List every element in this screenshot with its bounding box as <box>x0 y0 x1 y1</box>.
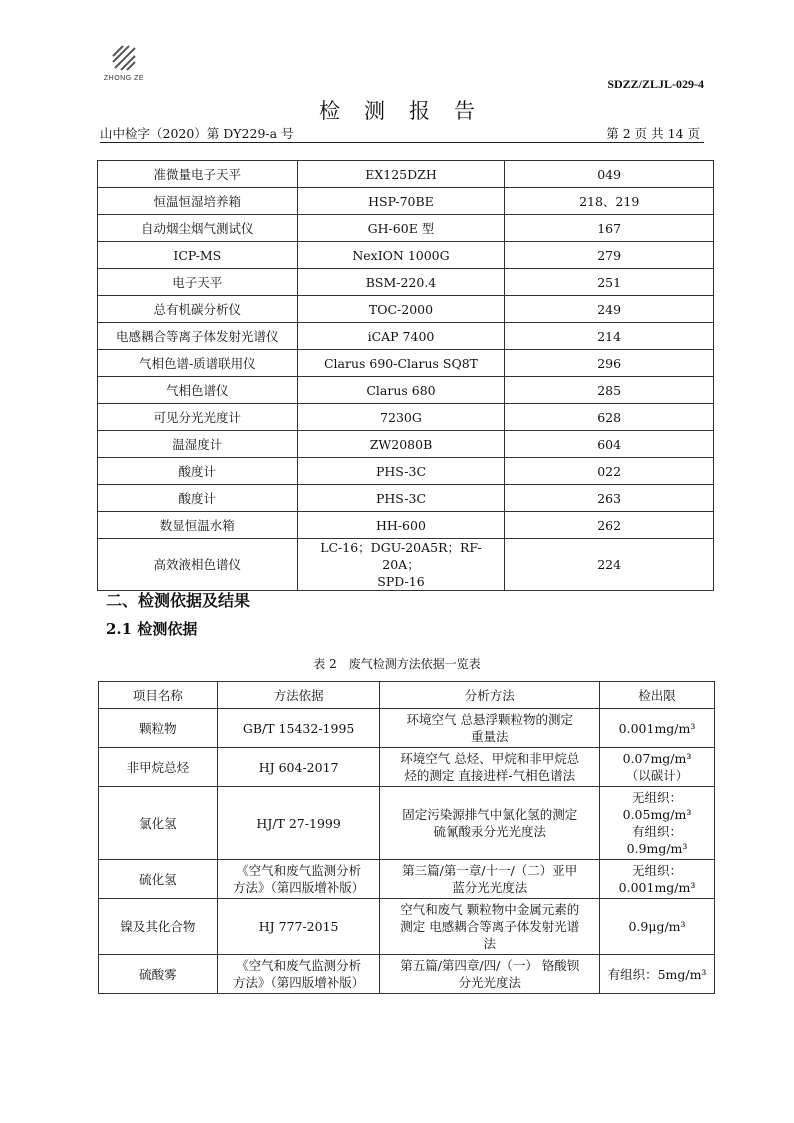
item-name-line: 镍及其化合物 <box>120 919 196 934</box>
logo-text: ZHONG ZE <box>103 75 145 82</box>
method-basis-line: 方法》（第四版增补版） <box>232 975 365 990</box>
analysis-method-line: 空气和废气 颗粒物中金属元素的 <box>400 902 580 917</box>
equipment-name-cell: 温湿度计 <box>98 431 298 458</box>
equipment-model-cell: Clarus 690-Clarus SQ8T <box>297 350 505 377</box>
equipment-model-cell: 7230G <box>297 404 505 431</box>
method-basis-line: HJ/T 27-1999 <box>256 815 341 831</box>
header-cell: 检出限 <box>600 682 715 709</box>
equipment-number-cell: 604 <box>505 431 714 458</box>
equipment-model-cell: TOC-2000 <box>297 296 505 323</box>
table-row <box>98 161 714 188</box>
analysis-method-cell <box>380 748 600 787</box>
method-basis-cell <box>217 955 380 994</box>
equipment-number-cell: 249 <box>505 296 714 323</box>
analysis-method-line: 分光光度法 <box>458 975 521 990</box>
table-row <box>98 215 714 242</box>
equipment-number-cell: 628 <box>505 404 714 431</box>
equipment-number-cell: 251 <box>505 269 714 296</box>
detection-limit-line: 0.9mg/m³ <box>626 841 688 856</box>
analysis-method-cell <box>380 899 600 955</box>
analysis-method-line: 第五篇/第四章/四/（一） 铬酸钡 <box>400 958 580 973</box>
equipment-number-cell: 022 <box>505 458 714 485</box>
analysis-method-line: 蓝分光光度法 <box>452 880 528 895</box>
item-name-line: 颗粒物 <box>139 720 177 736</box>
page-title: 检测报告 <box>319 99 499 123</box>
detection-limit-cell <box>600 709 715 748</box>
item-name-line: 氯化氢 <box>139 815 177 831</box>
analysis-method-line: 法 <box>483 936 496 951</box>
detection-limit-line: 0.05mg/m³ <box>622 807 692 822</box>
method-basis-cell <box>217 860 380 899</box>
equipment-name-cell: 可见分光光度计 <box>98 404 298 431</box>
table-row <box>99 899 715 955</box>
equipment-name-cell: 自动烟尘烟气测试仪 <box>98 215 298 242</box>
analysis-method-line: 测定 电感耦合等离子体发射光谱 <box>400 919 580 934</box>
table-row <box>98 188 714 215</box>
equipment-number-cell: 224 <box>505 539 714 591</box>
equipment-name-cell: 总有机碳分析仪 <box>98 296 298 323</box>
equipment-name-cell: 气相色谱-质谱联用仪 <box>98 350 298 377</box>
table-row <box>98 485 714 512</box>
item-name-cell <box>99 748 218 787</box>
table-row <box>99 709 715 748</box>
equipment-model-cell: NexION 1000G <box>297 242 505 269</box>
equipment-model-cell <box>297 539 505 591</box>
detection-limit-line: 0.07mg/m³ <box>622 751 692 766</box>
analysis-method-line: 环境空气 总烃、甲烷和非甲烷总 <box>400 751 580 766</box>
detection-limit-cell <box>600 899 715 955</box>
detection-limit-line: （以碳计） <box>625 768 689 783</box>
report-number: 山中检字（2020）第 DY229-a 号 <box>100 126 294 141</box>
detection-limit-line: 0.001mg/m³ <box>618 720 696 736</box>
table-row <box>98 323 714 350</box>
detection-limit-line: 0.9μg/m³ <box>628 919 686 934</box>
detection-limit-line: 有组织： <box>632 824 683 839</box>
table-row <box>98 512 714 539</box>
equipment-model-cell: PHS-3C <box>297 485 505 512</box>
method-basis-cell <box>217 787 380 860</box>
item-name-cell <box>99 787 218 860</box>
equipment-name-cell: ICP-MS <box>98 242 298 269</box>
analysis-method-line: 重量法 <box>470 729 509 744</box>
method-basis-cell <box>217 748 380 787</box>
analysis-method-cell <box>380 860 600 899</box>
analysis-method-cell <box>380 709 600 748</box>
methods-table <box>98 681 715 994</box>
header-rule <box>100 142 704 143</box>
equipment-model-cell: HH-600 <box>297 512 505 539</box>
analysis-method-line: 硫氰酸汞分光光度法 <box>433 824 546 839</box>
item-name-cell <box>99 709 218 748</box>
equipment-model-cell: EX125DZH <box>297 161 505 188</box>
analysis-method-line: 固定污染源排气中氯化氢的测定 <box>402 807 578 822</box>
equipment-name-cell: 酸度计 <box>98 458 298 485</box>
equipment-model-cell: Clarus 680 <box>297 377 505 404</box>
table-row <box>98 458 714 485</box>
detection-limit-cell <box>600 860 715 899</box>
method-basis-line: 方法》（第四版增补版） <box>232 880 365 895</box>
analysis-method-cell <box>380 955 600 994</box>
table-row <box>99 860 715 899</box>
method-basis-cell <box>217 709 380 748</box>
item-name-cell <box>99 860 218 899</box>
equipment-model-cell: PHS-3C <box>297 458 505 485</box>
item-name-cell <box>99 899 218 955</box>
table-row <box>99 955 715 994</box>
equipment-number-cell: 167 <box>505 215 714 242</box>
header-cell: 项目名称 <box>99 682 218 709</box>
method-basis-line: HJ 777-2015 <box>258 919 339 934</box>
page-info: 第 2 页 共 14 页 <box>606 126 700 141</box>
method-basis-line: HJ 604-2017 <box>258 759 339 775</box>
equipment-model-cell: ZW2080B <box>297 431 505 458</box>
document-code: SDZZ/ZLJL-029-4 <box>607 77 704 91</box>
equipment-table <box>97 160 714 591</box>
detection-limit-cell <box>600 748 715 787</box>
equipment-number-cell: 049 <box>505 161 714 188</box>
equipment-number-cell: 279 <box>505 242 714 269</box>
detection-limit-cell <box>600 787 715 860</box>
equipment-number-cell: 263 <box>505 485 714 512</box>
section-heading: 二、检测依据及结果 <box>106 591 251 610</box>
table-row <box>98 377 714 404</box>
header-cell: 分析方法 <box>380 682 600 709</box>
table-row <box>99 748 715 787</box>
model-line: LC-16；DGU-20A5R；RF-20A； <box>320 540 482 572</box>
equipment-name-cell: 电感耦合等离子体发射光谱仪 <box>98 323 298 350</box>
analysis-method-line: 环境空气 总悬浮颗粒物的测定 <box>406 712 573 727</box>
table-row <box>98 539 714 591</box>
table-row <box>98 242 714 269</box>
equipment-model-cell: iCAP 7400 <box>297 323 505 350</box>
table-row <box>98 269 714 296</box>
detection-limit-cell <box>600 955 715 994</box>
equipment-number-cell: 262 <box>505 512 714 539</box>
equipment-number-cell: 214 <box>505 323 714 350</box>
method-basis-line: GB/T 15432-1995 <box>242 720 355 736</box>
equipment-model-cell: GH-60E 型 <box>297 215 505 242</box>
detection-limit-line: 有组织：5mg/m³ <box>607 966 707 982</box>
table-row <box>99 787 715 860</box>
equipment-name-cell: 气相色谱仪 <box>98 377 298 404</box>
method-basis-cell <box>217 899 380 955</box>
equipment-number-cell: 218、219 <box>505 188 714 215</box>
analysis-method-line: 烃的测定 直接进样-气相色谱法 <box>404 768 576 783</box>
table-row <box>98 431 714 458</box>
equipment-number-cell: 296 <box>505 350 714 377</box>
equipment-name-cell: 准微量电子天平 <box>98 161 298 188</box>
subsection-heading: 2.1 检测依据 <box>106 620 198 638</box>
equipment-name-cell: 恒温恒湿培养箱 <box>98 188 298 215</box>
table-row <box>98 350 714 377</box>
item-name-cell <box>99 955 218 994</box>
detection-limit-line: 0.001mg/m³ <box>618 880 696 895</box>
model-line: SPD-16 <box>377 574 425 589</box>
equipment-model-cell: BSM-220.4 <box>297 269 505 296</box>
equipment-name-cell: 电子天平 <box>98 269 298 296</box>
detection-limit-line: 无组织： <box>632 790 683 805</box>
equipment-name-cell: 数显恒温水箱 <box>98 512 298 539</box>
item-name-line: 硫酸雾 <box>139 966 177 982</box>
equipment-name-cell: 酸度计 <box>98 485 298 512</box>
equipment-model-cell: HSP-70BE <box>297 188 505 215</box>
table-caption: 表 2 废气检测方法依据一览表 <box>313 657 481 671</box>
table-header-row <box>99 682 715 709</box>
analysis-method-line: 第三篇/第一章/十一/（二）亚甲 <box>402 863 578 878</box>
detection-limit-line: 无组织： <box>632 863 683 878</box>
equipment-number-cell: 285 <box>505 377 714 404</box>
company-logo <box>100 44 148 82</box>
table-row <box>98 296 714 323</box>
equipment-name-cell: 高效液相色谱仪 <box>98 539 298 591</box>
method-basis-line: 《空气和废气监测分析 <box>236 863 362 878</box>
item-name-line: 非甲烷总烃 <box>126 759 190 775</box>
item-name-line: 硫化氢 <box>139 871 177 887</box>
header-cell: 方法依据 <box>217 682 380 709</box>
table-row <box>98 404 714 431</box>
logo-mark-icon <box>109 44 139 74</box>
method-basis-line: 《空气和废气监测分析 <box>236 958 362 973</box>
analysis-method-cell <box>380 787 600 860</box>
